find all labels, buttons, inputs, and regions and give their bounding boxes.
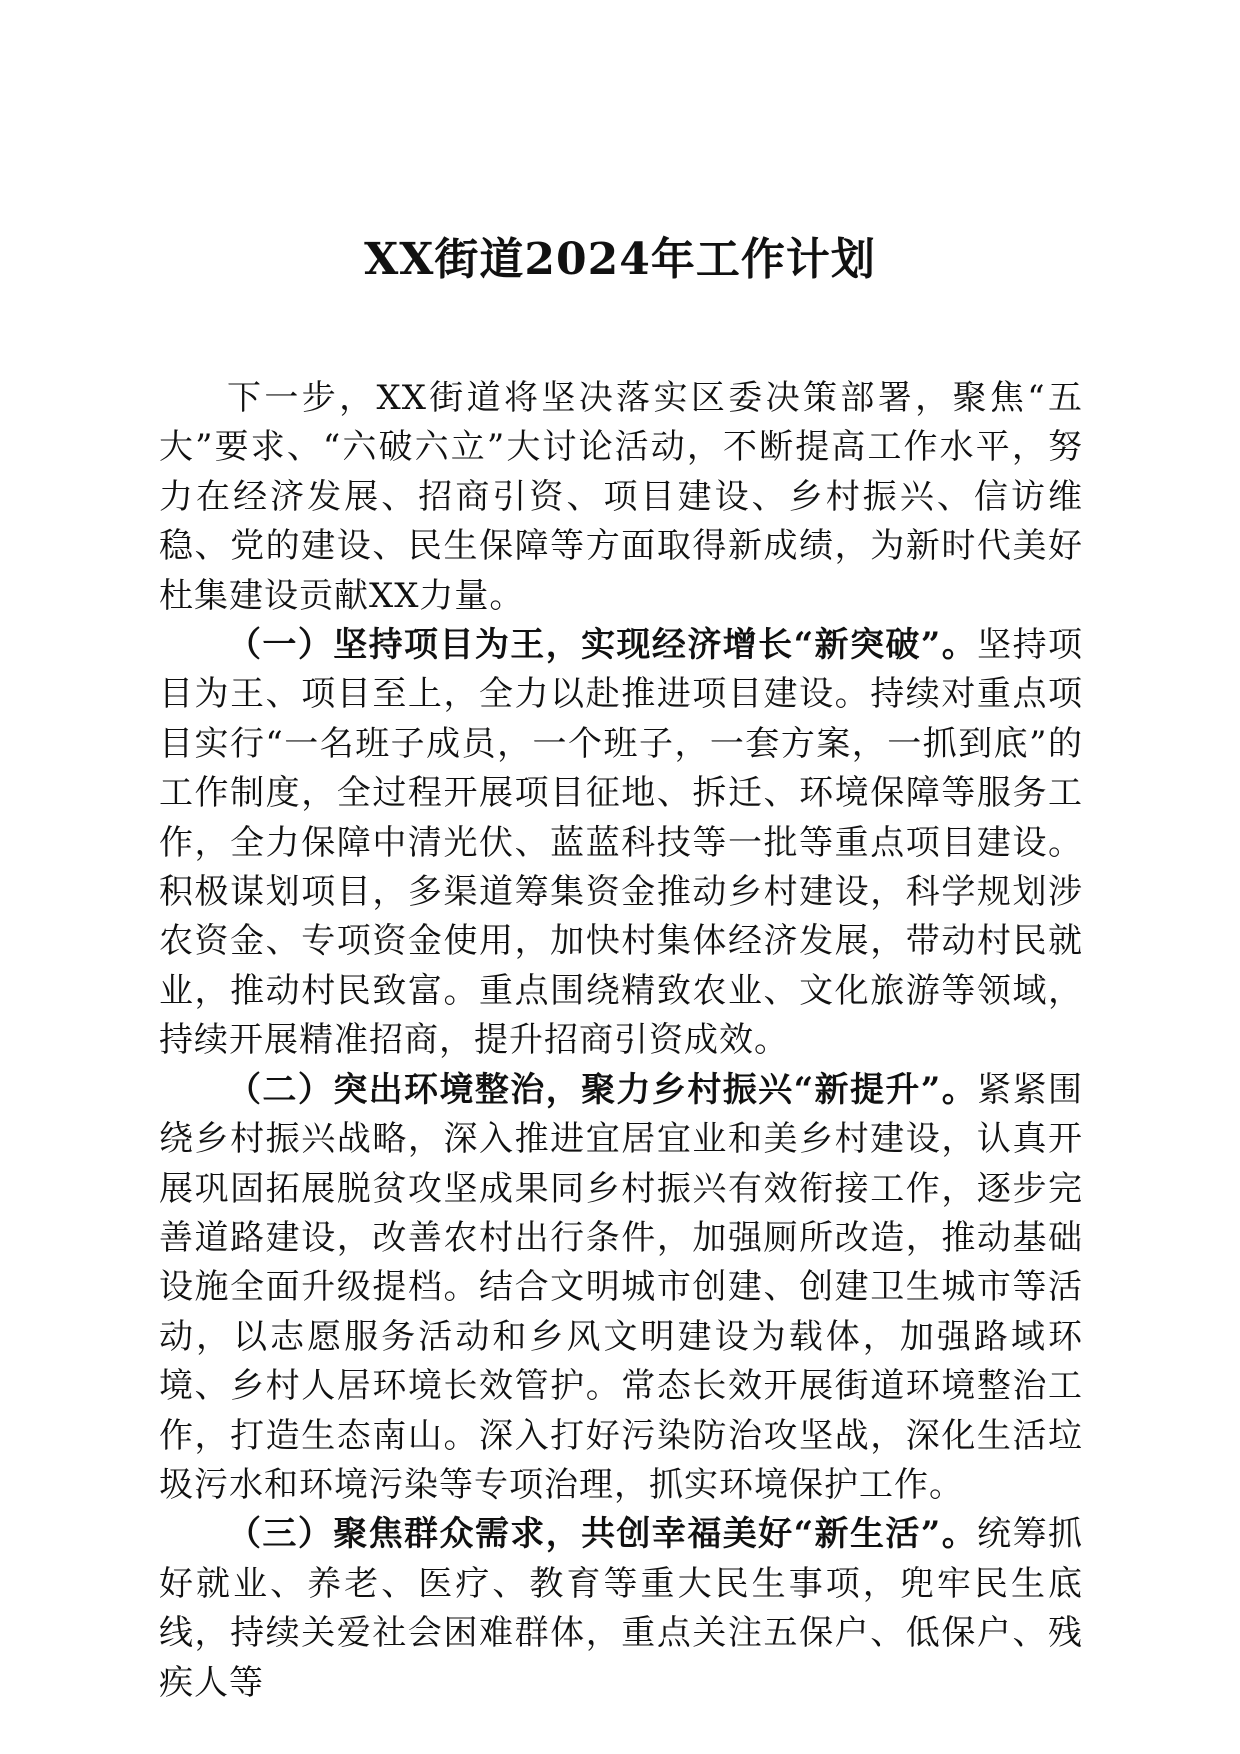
section-body-2: 紧紧围绕乡村振兴战略，深入推进宜居宜业和美乡村建设，认真开展巩固拓展脱贫攻坚成果同乡村振兴有效衔接工作，逐步完善道路建设，改善农村出行条件，加强厕所改造，推动基础设施全面升级提档。结合文明城市创建、创建卫生城市等活动，以志愿服务活动和乡风文明建设为载体，加强路域环境、乡村人居环境长效管护。常态长效开展街道环境整治工作，打造生态南山。深入打好污染防治攻坚战，深化生活垃圾污水和环境污染等专项治理，抓实环境保护工作。 xyxy=(159,1069,1083,1505)
section-body-1: 坚持项目为王、项目至上，全力以赴推进项目建设。持续对重点项目实行“一名班子成员，一个班子，一套方案，一抓到底”的工作制度，全过程开展项目征地、拆迁、环境保障等服务工作，全力保障中清光伏、蓝蓝科技等一批等重点项目建设。积极谋划项目，多渠道筹集资金推动乡村建设，科学规划涉农资金、专项资金使用，加快村集体经济发展，带动村民就业，推动村民致富。重点围绕精致农业、文化旅游等领域，持续开展精准招商，提升招商引资成效。 xyxy=(159,625,1083,1061)
section-heading-3: （三）聚焦群众需求，共创幸福美好“新生活”。 xyxy=(227,1514,978,1555)
section-paragraph-1 xyxy=(159,621,1083,1066)
section-paragraph-3 xyxy=(159,1510,1083,1708)
section-heading-2: （二）突出环境整治，聚力乡村振兴“新提升”。 xyxy=(227,1069,978,1110)
section-heading-1: （一）坚持项目为王，实现经济增长“新突破”。 xyxy=(227,625,978,666)
section-body-3: 统筹抓好就业、养老、医疗、教育等重大民生事项，兜牢民生底线，持续关爱社会困难群体，重点关注五保户、低保户、残疾人等 xyxy=(159,1514,1083,1703)
section-paragraph-2 xyxy=(159,1066,1083,1511)
document-body xyxy=(159,374,1083,1708)
document-title: XX街道2024年工作计划 xyxy=(364,234,876,285)
intro-paragraph: 下一步，XX街道将坚决落实区委决策部署，聚焦“五大”要求、“六破六立”大讨论活动，不断提高工作水平，努力在经济发展、招商引资、项目建设、乡村振兴、信访维稳、党的建设、民生保障等方面取得新成绩，为新时代美好杜集建设贡献XX力量。 xyxy=(159,378,1083,616)
